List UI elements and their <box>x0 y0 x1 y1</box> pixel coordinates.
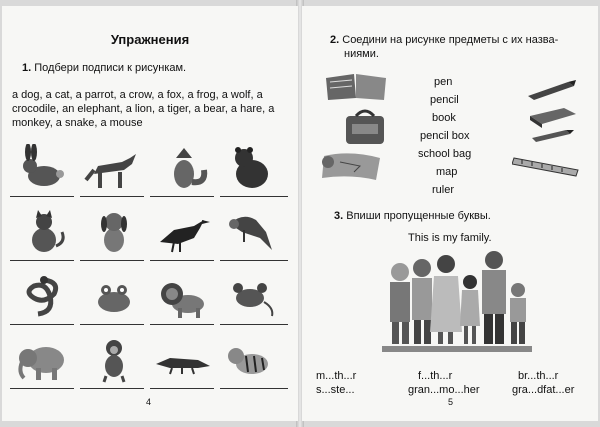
map-object-icon[interactable] <box>320 148 384 189</box>
book-object-icon[interactable] <box>324 72 388 107</box>
fill-word-sister[interactable]: s...ste... <box>316 384 355 396</box>
task2-heading <box>330 34 558 46</box>
monkey-icon <box>84 336 142 388</box>
frog-icon <box>84 272 142 324</box>
fill-word-brother[interactable]: br...th...r <box>518 370 559 382</box>
page-number: 4 <box>146 397 152 407</box>
snake-icon <box>14 272 72 324</box>
page-number: 5 <box>448 397 454 407</box>
answer-line[interactable] <box>150 388 214 389</box>
animal-word-list: a dog, a cat, a parrot, a crow, a fox, a frog, a wolf, a crocodile, an elephant, a lion, a tiger, a bear, a hare, a monkey, a snake, a mouse <box>12 89 275 129</box>
answer-line[interactable] <box>150 324 214 325</box>
crocodile-icon <box>154 336 212 388</box>
task1-heading <box>22 62 186 74</box>
answer-line[interactable] <box>80 324 144 325</box>
task2-text-line1: Соедини на рисунке предметы с их назва- <box>342 34 559 46</box>
answer-line[interactable] <box>10 388 74 389</box>
task1-number: 1. <box>22 62 32 74</box>
answer-line[interactable] <box>150 260 214 261</box>
bear-icon <box>222 144 280 196</box>
dog-icon <box>84 208 142 260</box>
word-map: map <box>436 166 458 178</box>
word-pencil: pencil <box>430 94 459 106</box>
word-book: book <box>432 112 456 124</box>
pencil-object-icon[interactable] <box>530 128 574 149</box>
fill-word-mother[interactable]: m...th...r <box>316 370 357 382</box>
ruler-object-icon[interactable] <box>512 154 582 183</box>
task3-heading <box>334 210 491 222</box>
answer-line[interactable] <box>80 388 144 389</box>
lion-icon <box>154 272 212 324</box>
answer-line[interactable] <box>80 196 144 197</box>
elephant-icon <box>14 336 72 388</box>
animal-picture-grid <box>10 144 292 394</box>
tiger-icon <box>222 336 280 388</box>
task1-text: Подбери подписи к рисункам. <box>34 62 187 74</box>
answer-line[interactable] <box>80 260 144 261</box>
pen-object-icon[interactable] <box>524 78 578 107</box>
family-caption: This is my family. <box>408 232 492 244</box>
task2-number: 2. <box>330 34 340 46</box>
wolf-icon <box>84 144 142 196</box>
word-pen: pen <box>434 76 453 88</box>
word-pencil-box: pencil box <box>420 130 470 142</box>
right-page <box>302 6 598 421</box>
task2-text-line2: ниями. <box>344 48 379 60</box>
hare-icon <box>14 144 72 196</box>
word-ruler: ruler <box>432 184 455 196</box>
task3-number: 3. <box>334 210 344 222</box>
cat-icon <box>14 208 72 260</box>
left-page <box>2 6 298 421</box>
answer-line[interactable] <box>220 388 288 389</box>
answer-line[interactable] <box>10 324 74 325</box>
crow-icon <box>154 208 212 260</box>
family-picture <box>382 246 532 356</box>
fox-icon <box>154 144 212 196</box>
answer-line[interactable] <box>220 196 288 197</box>
task3-text: Впиши пропущенные буквы. <box>346 210 491 222</box>
page-title: Упражнения <box>110 32 190 47</box>
answer-line[interactable] <box>10 196 74 197</box>
parrot-icon <box>222 208 280 260</box>
answer-line[interactable] <box>220 260 288 261</box>
answer-line[interactable] <box>150 196 214 197</box>
mouse-icon <box>222 272 280 324</box>
word-school-bag: school bag <box>418 148 472 160</box>
fill-word-father[interactable]: f...th...r <box>418 370 453 382</box>
answer-line[interactable] <box>10 260 74 261</box>
school-bag-object-icon[interactable] <box>342 108 388 151</box>
fill-word-grandmother[interactable]: gran...mo...her <box>408 384 480 396</box>
answer-line[interactable] <box>220 324 288 325</box>
fill-word-grandfather[interactable]: gra...dfat...er <box>512 384 575 396</box>
